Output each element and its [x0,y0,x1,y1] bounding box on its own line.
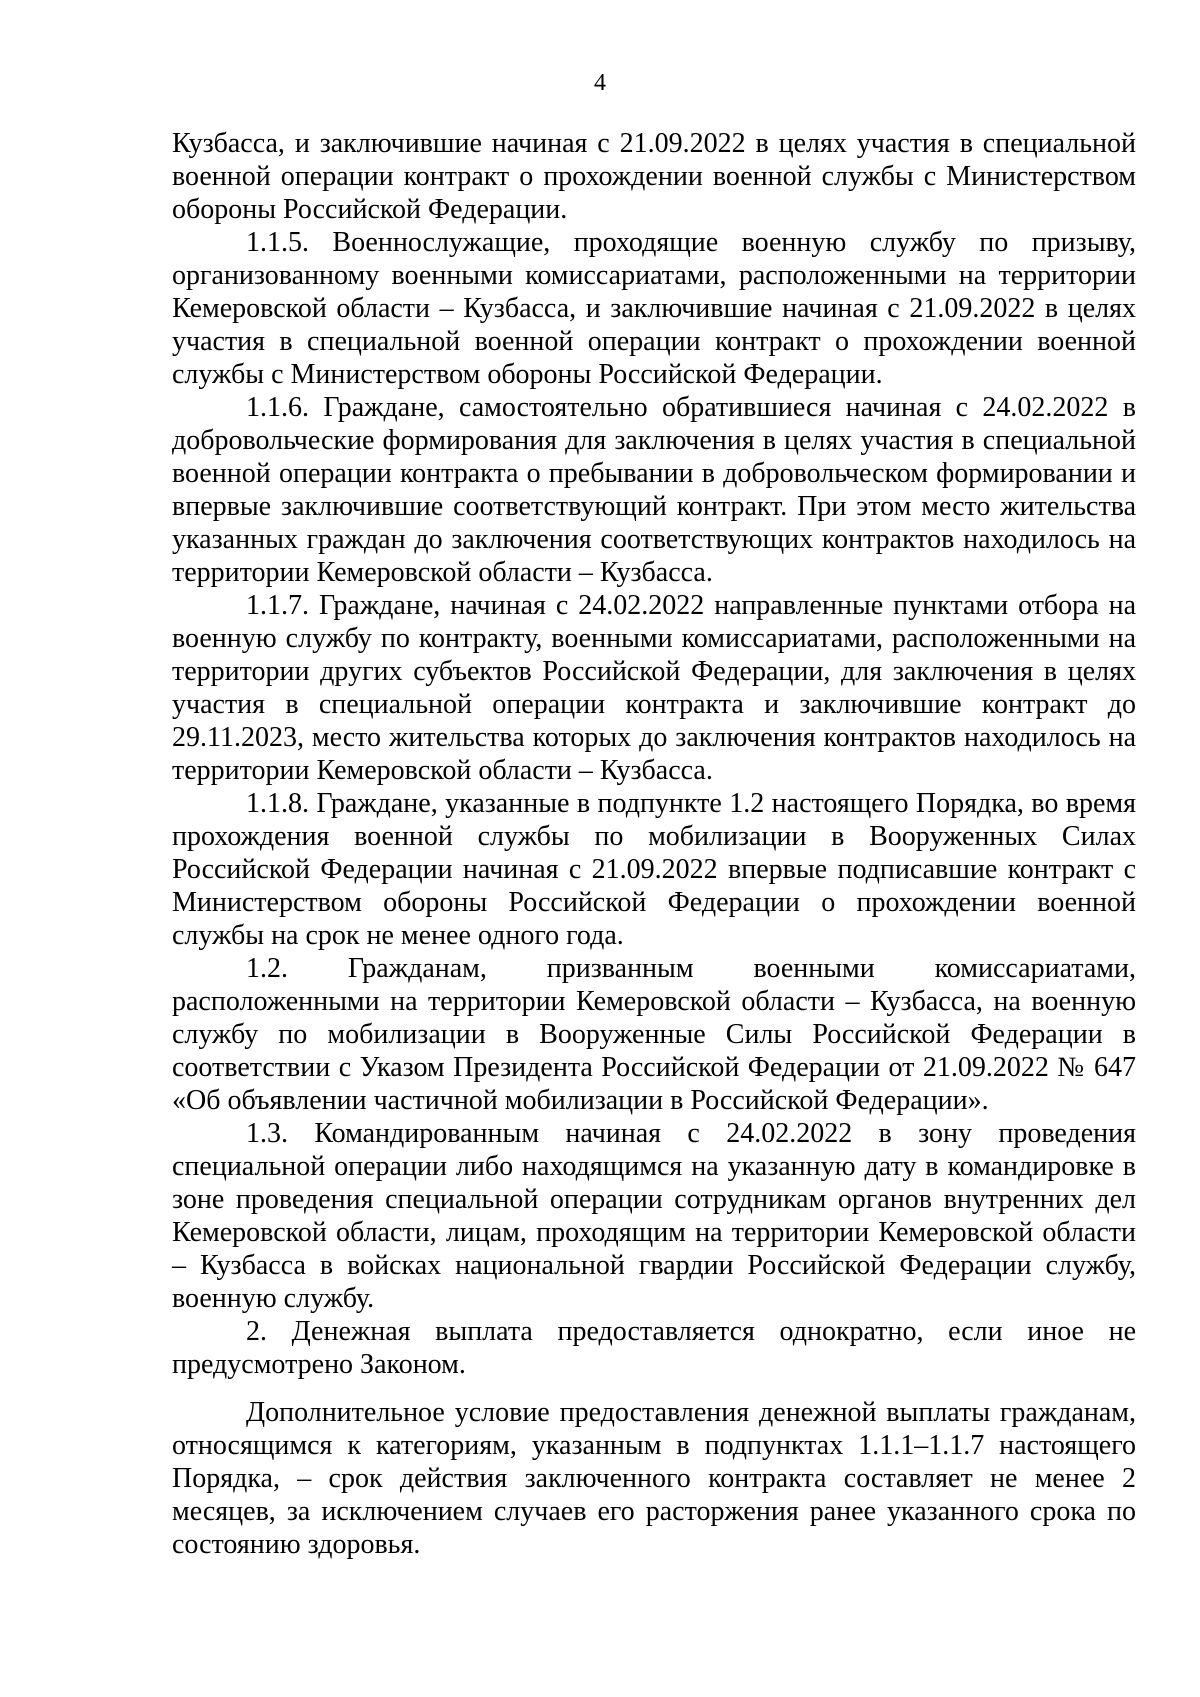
page-number: 4 [594,70,606,96]
paragraph-1-1-5: 1.1.5. Военнослужащие, проходящие военную службу по призыву, организованному военными комиссариатами, расположенными на территории Кемеровской области – Кузбасса, и заключившие начиная с 21.09.2022 в целях участия в специальной военной операции контракт о прохождении военной службы с Министерством обороны Российской Федерации. [172,227,1136,390]
paragraph-1-1-7: 1.1.7. Граждане, начиная с 24.02.2022 направленные пунктами отбора на военную службу по контракту, военными комиссариатами, расположенными на территории других субъектов Российской Федерации, для заключения в целях участия в специальной операции контракта и заключившие контракт до 29.11.2023, место жительства которых до заключения контрактов находилось на территории Кемеровской области – Кузбасса. [172,590,1136,786]
paragraph-1-1-8: 1.1.8. Граждане, указанные в подпункте 1.2 настоящего Порядка, во время прохождения военной службы по мобилизации в Вооруженных Силах Российской Федерации начиная с 21.09.2022 впервые подписавшие контракт с Министерством обороны Российской Федерации о прохождении военной службы на срок не менее одного года. [172,788,1136,951]
paragraph-2: 2. Денежная выплата предоставляется однократно, если иное не предусмотрено Законом. [172,1316,1136,1380]
paragraph-1-2: 1.2. Гражданам, призванным военными комиссариатами, расположенными на территории Кемеровской области – Кузбасса, на военную службу по мобилизации в Вооруженные Силы Российской Федерации в соответствии с Указом Президента Российской Федерации от 21.09.2022 № 647 «Об объявлении частичной мобилизации в Российской Федерации». [172,953,1136,1116]
paragraph-additional-condition: Дополнительное условие предоставления денежной выплаты гражданам, относящимся к категориям, указанным в подпунктах 1.1.1–1.1.7 настоящего Порядка, – срок действия заключенного контракта составляет не менее 2 месяцев, за исключением случаев его расторжения ранее указанного срока по состоянию здоровья. [172,1397,1136,1560]
document-body [172,127,1136,1561]
paragraph-1-3: 1.3. Командированным начиная с 24.02.2022 в зону проведения специальной операции либо находящимся на указанную дату в командировке в зоне проведения специальной операции сотрудникам органов внутренних дел Кемеровской области, лицам, проходящим на территории Кемеровской области – Кузбасса в войсках национальной гвардии Российской Федерации службу, военную службу. [172,1118,1136,1314]
paragraph-1-1-6: 1.1.6. Граждане, самостоятельно обратившиеся начиная с 24.02.2022 в добровольческие формирования для заключения в целях участия в специальной военной операции контракта о пребывании в добровольческом формировании и впервые заключившие соответствующий контракт. При этом место жительства указанных граждан до заключения соответствующих контрактов находилось на территории Кемеровской области – Кузбасса. [172,392,1136,588]
paragraph-continuation: Кузбасса, и заключившие начиная с 21.09.2022 в целях участия в специальной военной операции контракт о прохождении военной службы с Министерством обороны Российской Федерации. [172,128,1136,225]
